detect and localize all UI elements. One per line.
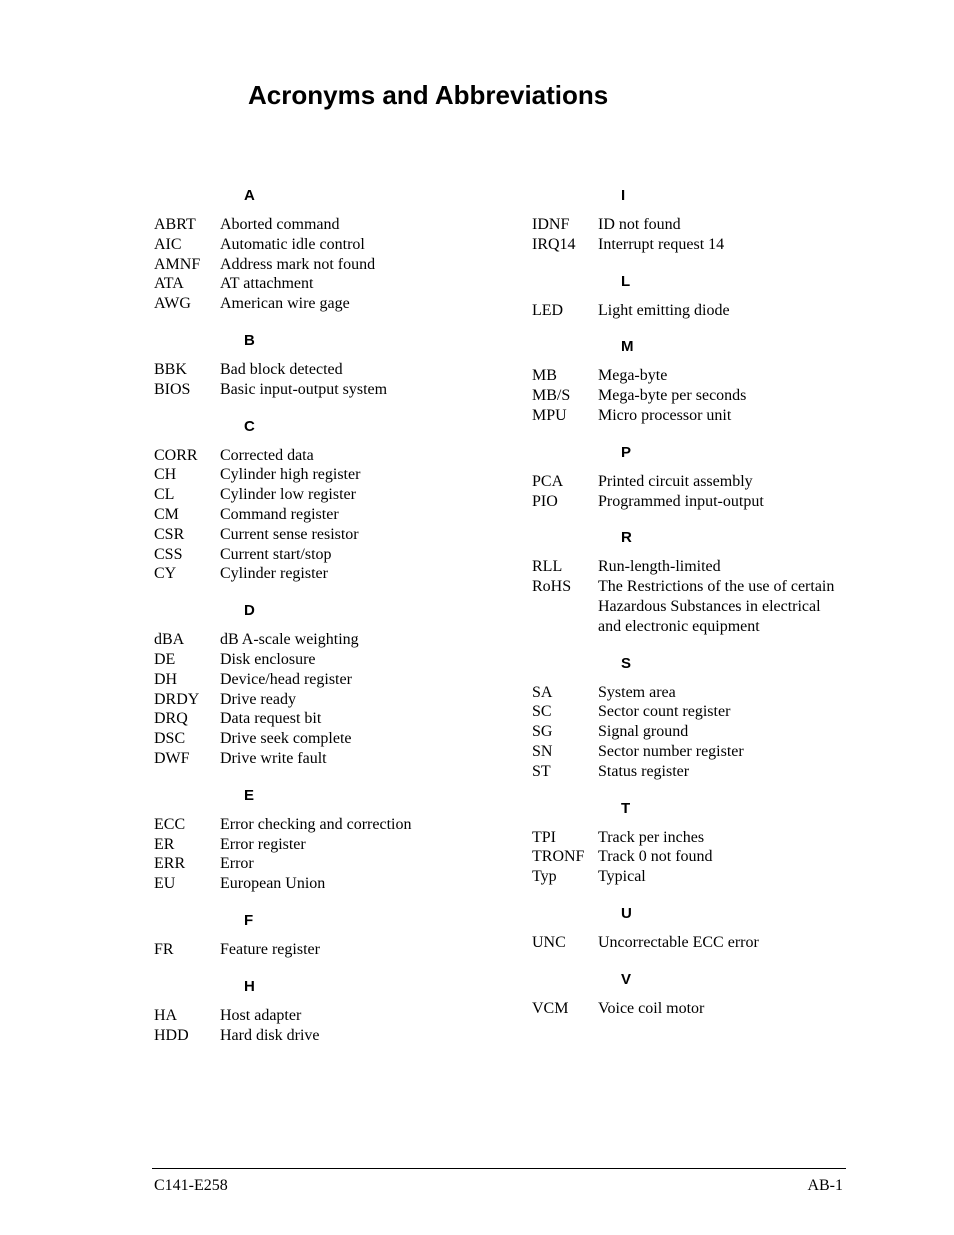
- glossary-entry: [532, 577, 862, 636]
- entry-definition: Error checking and correction: [220, 815, 412, 833]
- entry-abbreviation: ST: [532, 762, 551, 780]
- section-letter-heading: L: [621, 272, 631, 290]
- glossary-list: [154, 630, 514, 769]
- section-letter-heading: D: [244, 602, 255, 620]
- glossary-list: [532, 933, 862, 953]
- entry-abbreviation: AWG: [154, 295, 191, 313]
- glossary-list: [532, 557, 862, 636]
- glossary-entry: [154, 360, 514, 380]
- glossary-entry: [154, 545, 514, 565]
- entry-definition: Current sense resistor: [220, 525, 359, 543]
- entry-abbreviation: EU: [154, 875, 176, 893]
- entry-definition: Device/head register: [220, 670, 352, 688]
- entry-definition: Typical: [598, 868, 646, 886]
- entry-abbreviation: SC: [532, 703, 552, 721]
- entry-abbreviation: FR: [154, 940, 174, 958]
- entry-definition: Bad block detected: [220, 360, 343, 378]
- entry-definition: Command register: [220, 505, 339, 523]
- entry-definition: Aborted command: [220, 216, 340, 233]
- glossary-list: [154, 215, 514, 314]
- glossary-entry: [532, 702, 862, 722]
- entry-abbreviation: IRQ14: [532, 235, 576, 253]
- glossary-entry: [154, 255, 514, 275]
- section-d: [154, 601, 514, 769]
- entry-abbreviation: MPU: [532, 406, 567, 424]
- glossary-entry: [532, 215, 862, 235]
- glossary-entry: [154, 690, 514, 710]
- entry-definition: System area: [598, 683, 676, 701]
- section-h: [154, 977, 514, 1046]
- entry-abbreviation: dBA: [154, 631, 185, 649]
- section-letter-heading: S: [621, 654, 632, 672]
- entry-definition: Mega-byte: [598, 367, 668, 385]
- entry-definition: Cylinder low register: [220, 486, 356, 504]
- entry-abbreviation: IDNF: [532, 216, 570, 233]
- entry-definition: Drive seek complete: [220, 730, 352, 748]
- glossary-entry: [154, 1006, 514, 1026]
- glossary-list: [532, 683, 862, 782]
- entry-abbreviation: ER: [154, 835, 175, 853]
- entry-abbreviation: CY: [154, 565, 177, 583]
- entry-abbreviation: UNC: [532, 933, 566, 951]
- entry-definition: Interrupt request 14: [598, 235, 725, 253]
- section-letter-heading: E: [244, 786, 255, 804]
- glossary-list: [154, 446, 514, 585]
- entry-abbreviation: DH: [154, 670, 178, 688]
- section-letter-heading: R: [621, 529, 632, 547]
- entry-definition: American wire gage: [220, 295, 350, 313]
- entry-definition: Address mark not found: [220, 255, 376, 273]
- entry-abbreviation: AIC: [154, 235, 182, 253]
- entry-abbreviation: CSR: [154, 525, 185, 543]
- entry-definition: Light emitting diode: [598, 301, 730, 319]
- footer-doc-number: C141-E258: [154, 1177, 228, 1194]
- entry-abbreviation: ECC: [154, 815, 186, 833]
- section-p: [532, 443, 862, 512]
- entry-definition: Run-length-limited: [598, 558, 721, 576]
- glossary-entry: [532, 235, 862, 255]
- glossary-entry: [532, 722, 862, 742]
- entry-abbreviation: CORR: [154, 446, 198, 464]
- entry-abbreviation: DSC: [154, 730, 186, 748]
- section-v: [532, 970, 862, 1019]
- entry-definition: Error register: [220, 835, 306, 853]
- glossary-entry: [154, 940, 514, 960]
- entry-definition: Cylinder register: [220, 565, 328, 583]
- entry-definition: Basic input-output system: [220, 380, 388, 398]
- entry-definition: Track per inches: [598, 828, 705, 846]
- glossary-entry: [154, 874, 514, 894]
- entry-definition: Host adapter: [220, 1006, 302, 1024]
- entry-abbreviation: SA: [532, 683, 553, 701]
- entry-abbreviation: SN: [532, 742, 553, 760]
- glossary-entry: [154, 380, 514, 400]
- entry-abbreviation: Typ: [532, 868, 557, 886]
- entry-definition: Current start/stop: [220, 545, 332, 563]
- glossary-list: [154, 940, 514, 960]
- entry-definition: Voice coil motor: [598, 999, 705, 1017]
- entry-abbreviation: BIOS: [154, 380, 191, 398]
- entry-definition: The Restrictions of the use of certain Hazardous Substances in electrical and electronic equipment: [598, 578, 835, 635]
- glossary-entry: [154, 485, 514, 505]
- glossary-list: [532, 366, 862, 425]
- entry-definition: European Union: [220, 875, 326, 893]
- section-e: [154, 786, 514, 894]
- glossary-entry: [154, 854, 514, 874]
- entry-abbreviation: DE: [154, 650, 176, 668]
- section-letter-heading: H: [244, 977, 255, 995]
- glossary-entry: [154, 465, 514, 485]
- entry-definition: Track 0 not found: [598, 848, 713, 866]
- glossary-entry: [532, 742, 862, 762]
- glossary-entry: [532, 406, 862, 426]
- entry-definition: Data request bit: [220, 710, 322, 728]
- entry-definition: Drive ready: [220, 690, 296, 708]
- glossary-entry: [532, 762, 862, 782]
- footer-divider: [152, 1168, 846, 1169]
- glossary-entry: [532, 828, 862, 848]
- glossary-entry: [154, 215, 514, 235]
- entry-abbreviation: AMNF: [154, 255, 201, 273]
- entry-abbreviation: MB/S: [532, 387, 571, 405]
- entry-definition: Sector number register: [598, 742, 744, 760]
- section-s: [532, 654, 862, 782]
- entry-abbreviation: PIO: [532, 492, 558, 510]
- glossary-entry: [532, 867, 862, 887]
- glossary-entry: [532, 386, 862, 406]
- glossary-entry: [532, 847, 862, 867]
- section-letter-heading: B: [244, 331, 255, 349]
- section-u: [532, 904, 862, 953]
- glossary-entry: [154, 525, 514, 545]
- glossary-entry: [154, 294, 514, 314]
- entry-abbreviation: ATA: [154, 275, 184, 293]
- entry-definition: Micro processor unit: [598, 406, 732, 424]
- glossary-list: [154, 815, 514, 894]
- entry-definition: Uncorrectable ECC error: [598, 933, 759, 951]
- footer-page-number: AB-1: [807, 1177, 843, 1194]
- entry-definition: Hard disk drive: [220, 1026, 320, 1044]
- glossary-entry: [532, 933, 862, 953]
- glossary-entry: [154, 670, 514, 690]
- entry-definition: Mega-byte per seconds: [598, 387, 747, 405]
- glossary-list: [154, 1006, 514, 1046]
- glossary-entry: [532, 557, 862, 577]
- entry-definition: Disk enclosure: [220, 650, 316, 668]
- section-t: [532, 799, 862, 887]
- glossary-entry: [154, 505, 514, 525]
- entry-abbreviation: ABRT: [154, 216, 196, 233]
- section-f: [154, 911, 514, 960]
- section-letter-heading: A: [244, 187, 255, 204]
- entry-definition: Corrected data: [220, 446, 314, 464]
- entry-definition: Drive write fault: [220, 749, 327, 767]
- entry-abbreviation: CM: [154, 505, 179, 523]
- entry-definition: Printed circuit assembly: [598, 472, 753, 490]
- section-letter-heading: V: [621, 970, 632, 988]
- entry-abbreviation: DRDY: [154, 690, 200, 708]
- section-letter-heading: C: [244, 417, 255, 435]
- glossary-list: [532, 301, 862, 321]
- section-m: [532, 337, 862, 425]
- glossary-entry: [532, 999, 862, 1019]
- entry-abbreviation: HDD: [154, 1026, 189, 1044]
- entry-abbreviation: TRONF: [532, 848, 585, 866]
- entry-abbreviation: DWF: [154, 749, 190, 767]
- entry-abbreviation: DRQ: [154, 710, 188, 728]
- entry-definition: Signal ground: [598, 723, 689, 741]
- section-r: [532, 528, 862, 636]
- entry-definition: dB A-scale weighting: [220, 631, 359, 649]
- section-i: [532, 186, 862, 255]
- glossary-entry: [532, 366, 862, 386]
- glossary-list: [532, 999, 862, 1019]
- glossary-entry: [154, 630, 514, 650]
- glossary-entry: [532, 683, 862, 703]
- entry-definition: Sector count register: [598, 703, 731, 721]
- section-letter-heading: P: [621, 443, 632, 461]
- entry-abbreviation: SG: [532, 723, 553, 741]
- glossary-entry: [154, 235, 514, 255]
- glossary-entry: [154, 274, 514, 294]
- glossary-entry: [154, 815, 514, 835]
- entry-definition: Programmed input-output: [598, 492, 764, 510]
- entry-definition: AT attachment: [220, 275, 314, 293]
- glossary-list: [154, 360, 514, 400]
- glossary-entry: [154, 749, 514, 769]
- entry-abbreviation: CL: [154, 486, 175, 504]
- section-c: [154, 417, 514, 585]
- entry-abbreviation: BBK: [154, 360, 187, 378]
- section-letter-heading: F: [244, 911, 254, 929]
- section-letter-heading: I: [621, 187, 626, 204]
- glossary-list: [532, 828, 862, 887]
- section-a: [154, 186, 514, 314]
- entry-definition: Automatic idle control: [220, 235, 365, 253]
- glossary-entry: [532, 301, 862, 321]
- entry-abbreviation: RoHS: [532, 578, 572, 596]
- glossary-entry: [154, 729, 514, 749]
- section-b: [154, 331, 514, 400]
- glossary-entry: [532, 472, 862, 492]
- entry-abbreviation: HA: [154, 1006, 178, 1024]
- glossary-entry: [154, 446, 514, 466]
- entry-abbreviation: MB: [532, 367, 557, 385]
- entry-abbreviation: CSS: [154, 545, 183, 563]
- entry-abbreviation: VCM: [532, 999, 569, 1017]
- entry-abbreviation: RLL: [532, 558, 563, 576]
- entry-abbreviation: TPI: [532, 828, 556, 846]
- glossary-entry: [154, 835, 514, 855]
- glossary-list: [532, 472, 862, 512]
- section-l: [532, 272, 862, 321]
- section-letter-heading: T: [621, 799, 631, 817]
- entry-abbreviation: ERR: [154, 855, 186, 873]
- glossary-entry: [154, 650, 514, 670]
- glossary-entry: [154, 1026, 514, 1046]
- entry-definition: Cylinder high register: [220, 466, 361, 484]
- glossary-entry: [532, 492, 862, 512]
- left-column: [154, 186, 514, 1062]
- section-letter-heading: M: [621, 338, 634, 356]
- entry-abbreviation: PCA: [532, 472, 564, 490]
- entry-abbreviation: CH: [154, 466, 177, 484]
- entry-definition: Feature register: [220, 940, 320, 958]
- glossary-entry: [154, 709, 514, 729]
- entry-definition: ID not found: [598, 216, 681, 233]
- glossary-entry: [154, 564, 514, 584]
- page-title: Acronyms and Abbreviations: [248, 80, 609, 110]
- section-letter-heading: U: [621, 904, 632, 922]
- glossary-list: [532, 215, 862, 255]
- right-column: [532, 186, 862, 1036]
- entry-abbreviation: LED: [532, 301, 564, 319]
- entry-definition: Status register: [598, 762, 690, 780]
- entry-definition: Error: [220, 855, 254, 873]
